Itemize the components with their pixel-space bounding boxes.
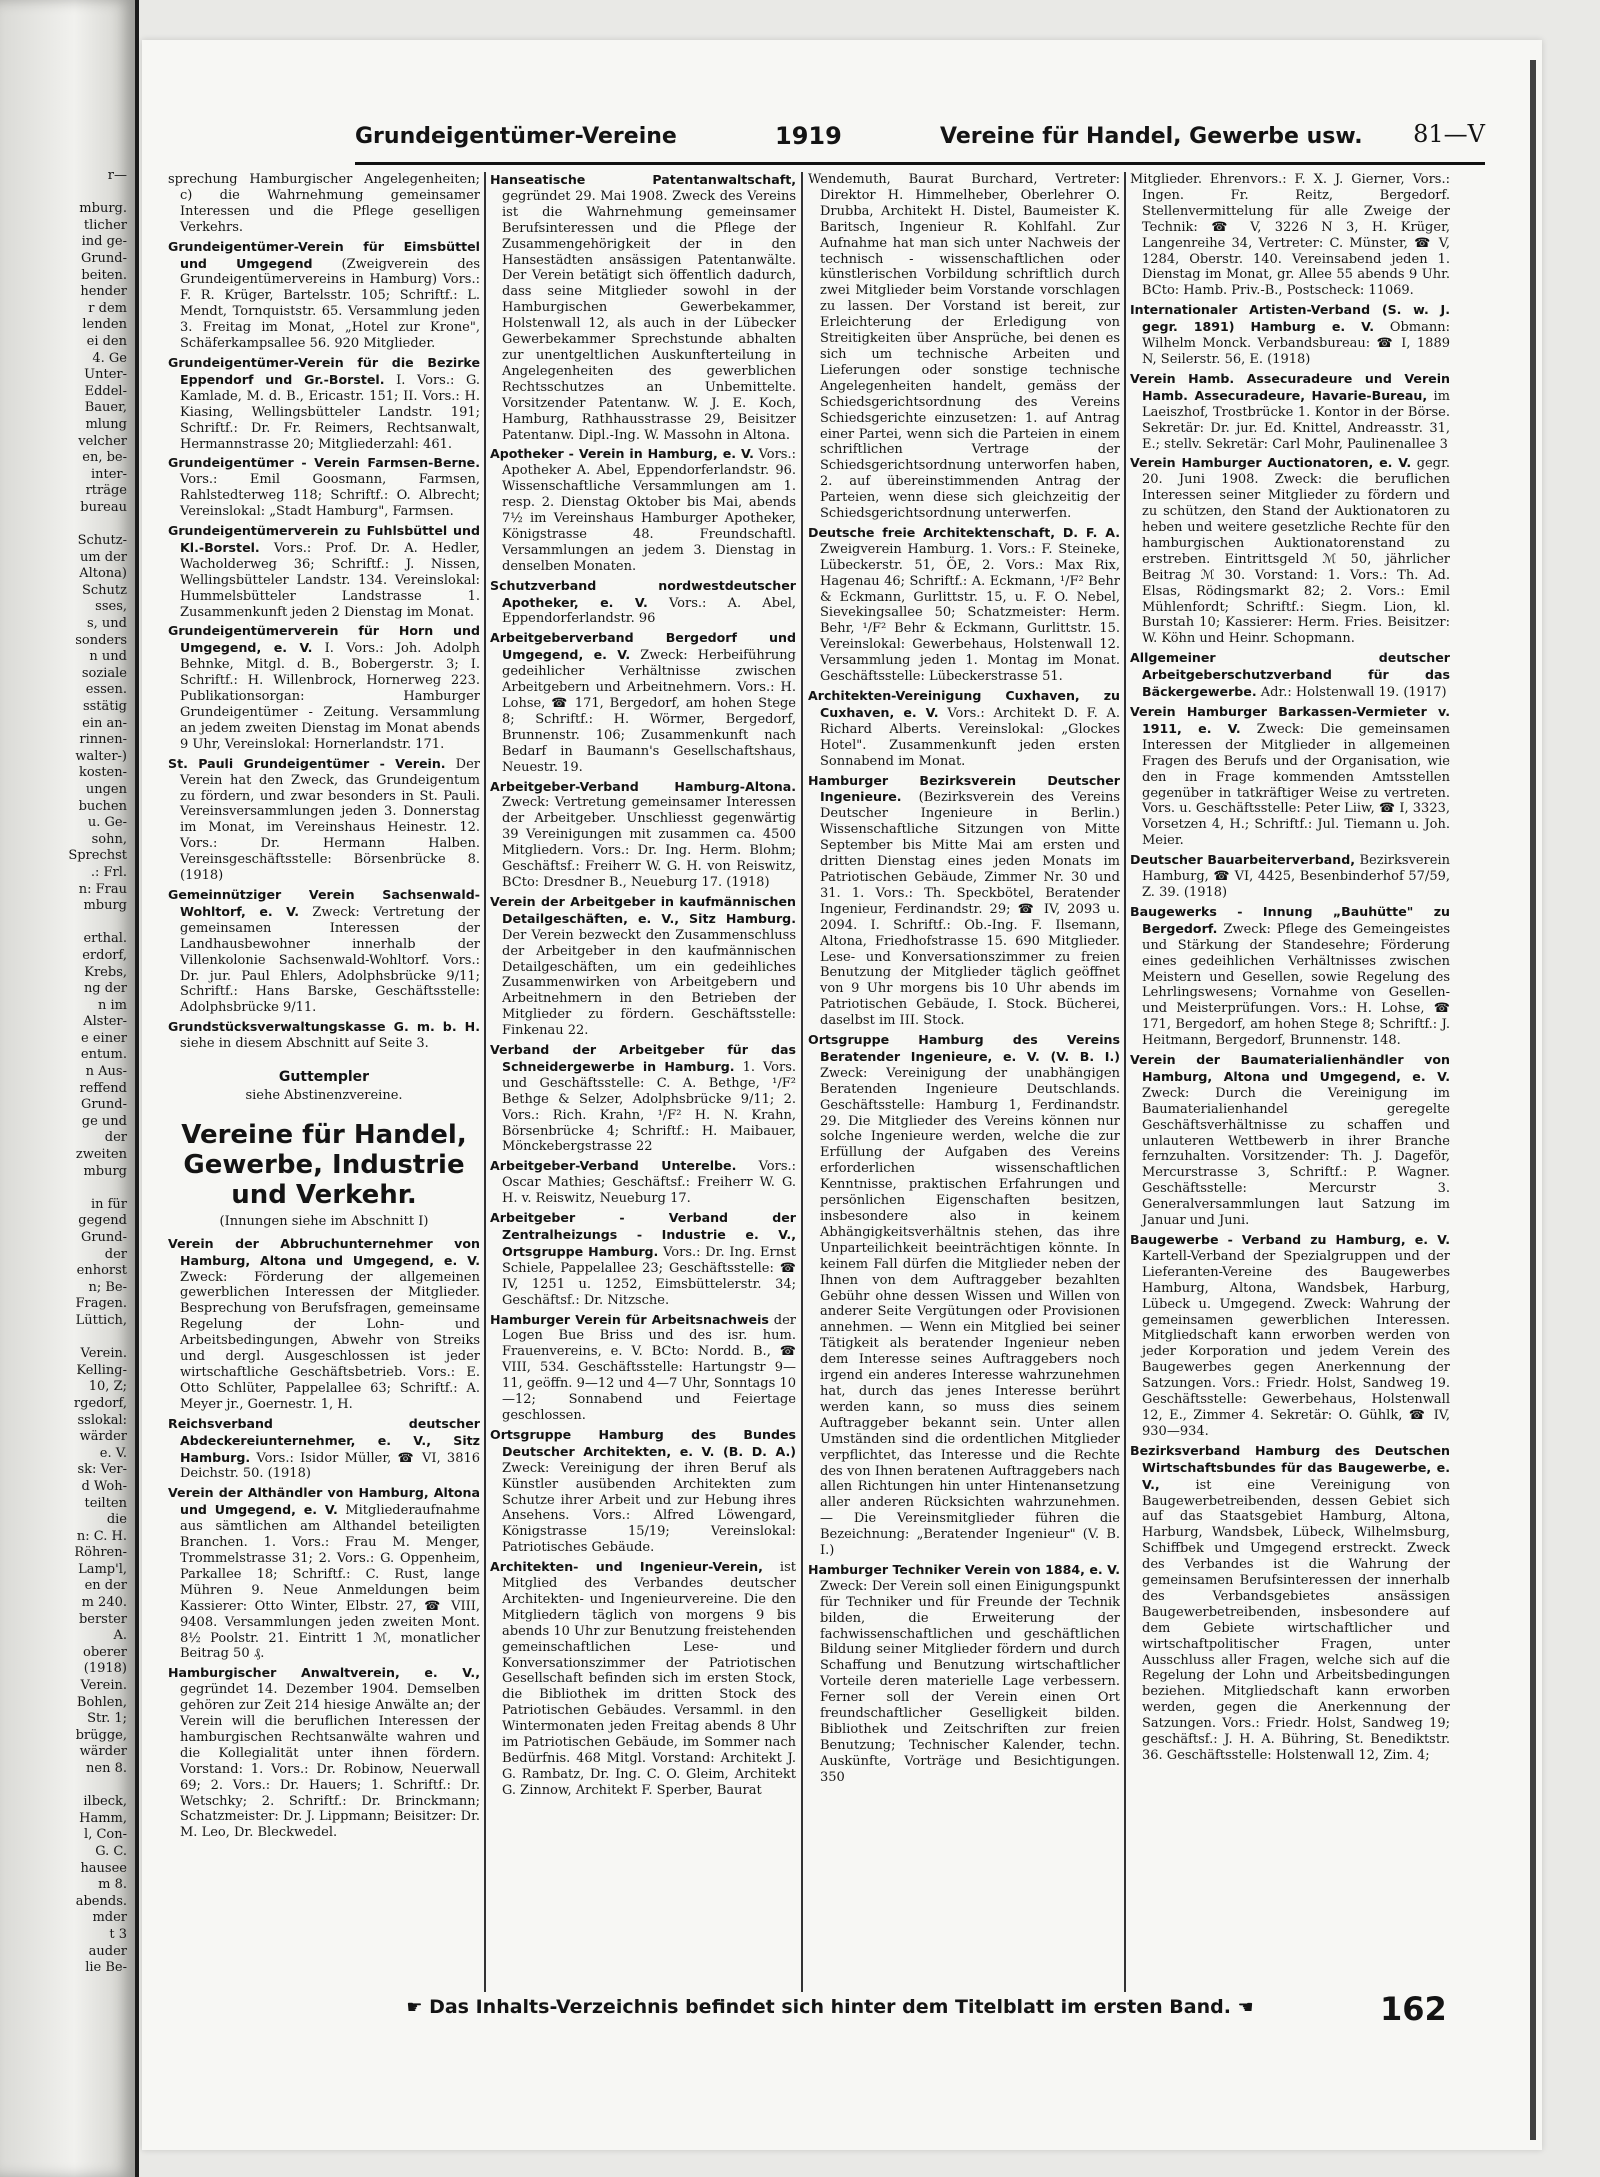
entry-text: Zweck: Vertretung gemeinsamer Interessen der Arbeitgeber. Unschliesst gegenwärtig 39 Vereinigungen mit zusammen ca. 4500 Mitgliedern. Vors.: Dr. Ing. Herm. Blohm; Geschäftsf.: Freiherr W. G. H. von Reiswitz, BCto: Dresdner B., Neueburg 17. (1918)	[502, 795, 796, 890]
entry-text: gegründet 29. Mai 1908. Zweck des Vereins ist die Wahrnehmung gemeinsamer Berufsinteressen und die Pflege der Zusammengehörigkeit der in den Hansestädten ansässigen Patentanwälte. Der Verein betätigt sich öffentlich dadurch, dass seine Mitglieder sowohl in der Hamburgischen Gewerbekammer, Holstenwall 12, als auch in der Lübecker Gewerbekammer Sprechstunde abhalten zur unentgeltlichen Auskunfterteilung in Angelegenheiten des gewerblichen Rechtsschutzes an Unbemittelte. Vorsitzender Patentanw. W. J. E. Koch, Hamburg, Rathhausstrasse 29, Beisitzer Patentanw. Dipl.-Ing. W. Massohn in Altona.	[502, 188, 796, 443]
entry-text: Kartell-Verband der Spezialgruppen und der Lieferanten-Vereine des Baugewerbes Hamburg, Altona, Wandsbek, Harburg, Lübeck u. Umgegend. Zweck: Wahrung der gemeinsamen gewerblichen Interessen. Mitgliedschaft kann erworben werden von jeder Korporation und jedem Verein des Baugewerbes gegen Anerkennung der Satzungen. Vors.: Friedr. Holst, Sandweg 19. Geschäftsstelle: Gewerbehaus, Holstenwall 12, E., Zimmer 4. Sekretär: O. Gühlk, ☎ IV, 930—934.	[1142, 1248, 1450, 1439]
entry-name: Apotheker - Verein in Hamburg, e. V.	[490, 446, 754, 462]
entry	[1130, 1232, 1450, 1440]
header-left-title: Grundeigentümer-Vereine	[355, 124, 677, 149]
entry	[1130, 704, 1450, 849]
entry-name: Grundeigentümerverein zu Fuhlsbüttel und Kl.-Borstel.	[168, 523, 480, 555]
column-rule	[801, 172, 803, 1992]
entry-name: Ortsgruppe Hamburg des Bundes Deutscher Architekten, e. V. (B. D. A.)	[490, 1426, 796, 1459]
entry-text: Vors.: Emil Goosmann, Farmsen, Rahlstedterweg 118; Schriftf.: O. Albrecht; Vereinslokal: „Stadt Hamburg", Farmsen.	[180, 472, 480, 520]
entry-name: Grundeigentümer-Verein für die Bezirke Eppendorf und Gr.-Borstel.	[168, 354, 480, 387]
column-1	[168, 172, 480, 1992]
entry-name: Internationaler Artisten-Verband (S. w. J. gegr. 1891) Hamburg e. V.	[1130, 302, 1450, 335]
header-right-title: Vereine für Handel, Gewerbe usw.	[940, 124, 1363, 149]
entry-name: Grundeigentümer - Verein Farmsen-Berne.	[168, 455, 480, 471]
folio-number: 162	[1380, 1990, 1447, 2028]
pointing-hand-left-icon: ☚	[1237, 1997, 1254, 2018]
entry	[808, 688, 1120, 770]
entry-name: Arbeitgeber-Verband Hamburg-Altona.	[490, 778, 796, 794]
entry-text: ist Mitglied des Verbandes deutscher Architekten- und Ingenieurvereine. Die den Mitgliedern täglich von morgens 9 bis abends 10 Uhr zur Benutzung freistehenden gemeinschaftlichen Lese- und Konversationszimmer der Patriotischen Gesellschaft befinden sich im ersten Stock, die Bibliothek im dritten Stock des Patriotischen Gebäudes. Versamml. in den Wintermonaten jeden Freitag abends 8 Uhr im Patriotischen Gebäude, im Sommer nach Bedürfnis. 468 Mitgl. Vorstand: Architekt J. G. Rambatz, Dr. Ing. C. O. Gleim, Architekt G. Zinnow, Architekt F. Sperber, Baurat	[502, 1560, 796, 1798]
entry-name: Deutscher Bauarbeiterverband,	[1130, 852, 1356, 868]
edge-text-fragments: r— mburg. tlicher ind ge- Grund- beiten. hender r dem lenden ei den 4. Ge Unter- Eddel- Bauer, mlung velcher en, be- inter- rträge bureau Schutz- um der Altona) Schutz sses, s, und sonders n und soziale essen. sstätig ein an- rinnen- walter-) kosten- ungen buchen u. Ge- sohn, Sprechst .: Frl. n: Frau mburg erthal. erdorf, Krebs, ng der n im Alster- e einer entum. n Aus- reffend Grund- ge und der zweiten mburg in für gegend Grund- der enhorst n; Be- Fragen. Lüttich, Verein. Kelling- 10, Z; rgedorf, sslokal: wärder e. V. sk: Ver- d Woh- teilten die n: C. H. Röhren- Lamp'l, en der m 240. berster A. oberer (1918) Verein. Bohlen, Str. 1; brügge, wärder nen 8. ilbeck, Hamm, l, Con- G. C. hausee m 8. abends. mder t 3 auder lie Be-	[68, 168, 127, 1976]
entry	[490, 172, 796, 443]
entry-text: Mitglieder. Ehrenvors.: F. X. J. Gierner, Vors.: Ingen. Fr. Reitz, Bergedorf. Stellenvermittelung für alle Zweige der Technik: ☎ V, 3226 N 3, H. Krüger, Langenreihe 34, Vertreter: C. Münster, ☎ V, 1284, Oberstr. 140. Vereinsabend jeden 1. Dienstag im Monat, gr. Allee 55 abends 9 Uhr. BCto: Hamb. Priv.-B., Postscheck: 11069.	[1130, 172, 1450, 299]
entry-text: Vors.: Apotheker A. Abel, Eppendorferlandstr. 96. Wissenschaftliche Versammlungen am 1. resp. 2. Dienstag Oktober bis Mai, abends 7½ im Vereinshaus Hamburger Apotheker, Königstrasse 48. Freundschaftl. Versammlungen an jedem 3. Dienstag in denselben Monaten.	[502, 447, 796, 574]
entry	[1130, 455, 1450, 647]
entry	[1130, 302, 1450, 368]
entry-name: Verein der Abbruchunternehmer von Hamburg, Altona und Umgegend, e. V.	[168, 1235, 480, 1268]
entry-name: Schutzverband nordwestdeutscher Apotheker, e. V.	[490, 577, 796, 610]
entry-text: Zweck: Pflege des Gemeingeistes und Stärkung der Standesehre; Förderung eines gedeihlichen Verhältnisses zwischen Meistern und Gesellen, sowie Regelung des Lehrlingswesens; Vornahme von Gesellen- und Meisterprüfungen. Vors.: H. Lohse, ☎ 171, Bergedorf, am hohen Stege 8; Schriftf.: J. Heitmann, Bergedorf, Brunnenstr. 148.	[1142, 921, 1450, 1049]
column-4	[1130, 172, 1450, 1992]
footer-notice	[320, 1996, 1340, 2026]
entry-name: Grundeigentümerverein für Horn und Umgegend, e. V.	[168, 623, 480, 656]
guttempler-heading: Guttempler	[278, 1069, 370, 1086]
entry	[168, 887, 480, 1016]
entry-name: Verein Hamburger Auctionatoren, e. V.	[1130, 455, 1412, 471]
entry-text: Zweck: Vereinigung der unabhängigen Beratenden Ingenieure Deutschlands. Geschäftsstelle: Hamburg 1, Ferdinandstr. 29. Die Mitglieder des Vereins können nur solche Ingenieure werden, welche die zur Erfüllung der Aufgaben des Vereins erforderlichen wissenschaftlichen Kenntnisse, praktischen Erfahrungen und persönlichen Eigenschaften besitzen, insbesondere also in keinem Abhängigkeitsverhältnis stehen, das ihre Unparteilichkeit beeinträchtigen könnte. In keinem Fall dürfen die Mitglieder neben der Ihnen von dem Auftraggeber bezahlten Gebühr ohne dessen Wissen und Willen von anderer Seite Vergütungen oder Provisionen annehmen. — Wenn ein Mitglied bei seiner Tätigkeit als beratender Ingenieur neben dem Interesse seines Auftraggebers noch irgend ein anderes Interesse wahrzunehmen hat, durch das jenes Interesse berührt werden kann, so muss dies seinem Auftraggeber bekannt sein. Unter allen Umständen sind die ordentlichen Mitglieder verpflichtet, das Interesse und die Rechte des von Ihnen beratenen Auftraggebers nach allen Richtungen hin unter Hintenansetzung aller anderen Rücksichten wahrzunehmen. — Die Vereinsmitglieder führen die Bezeichnung: „Beratender Ingenieur" (V. B. I.)	[820, 1065, 1120, 1559]
entry-name: Arbeitgeber - Verband der Zentralheizungs - Industrie e. V., Ortsgruppe Hamburg.	[490, 1210, 796, 1259]
section-title: Vereine für Handel, Gewerbe, Industrie und Verkehr.	[181, 1119, 467, 1210]
entry-text: Der Verein hat den Zweck, das Grundeigentum zu fördern, und zwar besonders in St. Pauli. Vereinsversammlungen jeden 3. Donnerstag im Monat, im Vereinshaus Heinestr. 12. Vors.: Dr. Hermann Halben. Vereinsgeschäftsstelle: Börsenbrücke 8. (1918)	[180, 756, 480, 884]
entry-text: Wendemuth, Baurat Burchard, Vertreter: Direktor H. Himmelheber, Oberlehrer O. Drubba, Architekt H. Distel, Baumeister K. Baritsch, Ingenieur R. Kohlfahl. Zur Aufnahme hat man sich unter Nachweis der technisch - wissenschaftlichen oder künstlerischen Vorbildung schriftlich durch zwei Mitglieder beim Vorstande vorschlagen zu lassen. Der Vorstand ist bereit, zur Erleichterung der Erledigung von Streitigkeiten über Ansprüche, bei denen es sich um technische Arbeiten und Lieferungen oder sonstige technische Angelegenheiten handelt, gemäss der Schiedsgerichtsordnung des Vereins Schiedsgerichte einzusetzen: 1. auf Antrag einer Partei, wenn sich die Parteien in einem schriftlichen Vertrage der Schiedsgerichtsordnung unterworfen haben, 2. auf übereinstimmenden Antrag der Parteien, wenn diese sich gleichzeitig der Schiedsgerichtsordnung unterwerfen.	[808, 172, 1120, 522]
entry-name: Baugewerks - Innung „Bauhütte" zu Bergedorf.	[1130, 903, 1450, 936]
entry-text: sprechung Hamburgischer Angelegenheiten; c) die Wahrnehmung gemeinsamer Interessen und die Pflege geselligen Verkehrs.	[168, 172, 480, 235]
header-page-number: 81—V	[1413, 120, 1485, 148]
entry-text: I. Vors.: Joh. Adolph Behnke, Mitgl. d. B., Bobergerstr. 3; I. Schriftf.: H. Willenbrock, Hornerweg 223. Publikationsorgan: Hamburger Grundeigentümer - Zeitung. Versammlung an jedem zweiten Dienstag im Monat abends 9 Uhr, Vereinslokal: Hornerlandstr. 171.	[180, 641, 480, 752]
entry-name: Architekten- und Ingenieur-Verein,	[490, 1559, 763, 1575]
entry-text: Bezirksverein Hamburg, ☎ VI, 4425, Besenbinderhof 57/59, Z. 39. (1918)	[1142, 853, 1450, 900]
entry	[168, 1665, 480, 1841]
entry-text: gegr. 20. Juni 1908. Zweck: die beruflichen Interessen seiner Mitglieder zu fördern und zu schützen, den Stand der Auktionatoren zu heben und weitere gesetzliche Rechte für den hamburgischen Auktionatorenstand zu erstreben. Eintrittsgeld ℳ 50, jährlicher Beitrag ℳ 30. Vorstand: 1. Vors.: Th. Ad. Elsas, Rödingsmarkt 82; 2. Vors.: Emil Mühlenfordt; Schriftf.: Siegm. Lion, kl. Burstah 10; Kassierer: Herm. Fries. Beisitzer: W. Köhn und Heinr. Schopmann.	[1142, 456, 1450, 647]
entry	[808, 1032, 1120, 1559]
entry-text: Zweck: Förderung der allgemeinen gewerblichen Interessen der Mitglieder. Besprechung von Berufsfragen, gemeinsame Regelung der Lohn- und Arbeitsbedingungen, Abwehr von Streiks und dergl. Ausgeschlossen ist jeder wirtschaftliche Geschäftsbetrieb. Vors.: E. Otto Schlüter, Pappelallee 63; Schriftf.: A. Meyer jr., Goernestr. 1, H.	[180, 1269, 480, 1412]
entry-name: Hanseatische Patentanwaltschaft,	[490, 172, 796, 187]
entry-text: im Laeiszhof, Trostbrücke 1. Kontor in der Börse. Sekretär: Dr. jur. Ed. Knittel, Andreasstr. 31, E.; stellv. Sekretär: Carl Mohr, Paulinenallee 3	[1142, 388, 1450, 452]
guttempler-note: siehe Abstinenzvereine.	[245, 1087, 403, 1103]
entry-name: St. Pauli Grundeigentümer - Verein.	[168, 755, 446, 771]
entry-name: Arbeitgeberverband Bergedorf und Umgegend, e. V.	[490, 630, 796, 663]
entry-text: Zweck: Vereinigung der ihren Beruf als Künstler ausübenden Architekten zum Schutze ihrer Arbeit und zur Hebung ihres Ansehens. Vors.: Alfred Löwengard, Königstrasse 15/19; Vereinslokal: Patriotisches Gebäude.	[502, 1460, 796, 1556]
running-header	[355, 118, 1485, 165]
entry	[490, 779, 796, 891]
entry	[168, 756, 480, 884]
entry-name: Arbeitgeber-Verband Unterelbe.	[490, 1158, 737, 1174]
entry	[1130, 172, 1450, 299]
entry-text: Zweigverein Hamburg. 1. Vors.: F. Steineke, Lübeckerstr. 51, ÖE, 2. Vors.: Max Rix, Hagenau 46; Schriftf.: A. Eckmann, ¹/F² Behr & Eckmann, Gurlittstr. 15, u. F. O. Nebel, Sievekingsallee 50; Schatzmeister: Herm. Behr, ¹/F² Behr & Eckmann, Gurlittstr. 15. Vereinslokal: Gewerbehaus, Holstenwall 12. Versammlung jeden 1. Montag im Monat. Geschäftsstelle: Lübeckerstrasse 51.	[820, 541, 1120, 685]
entry-text: Obmann: Wilhelm Monck. Verbandsbureau: ☎ I, 1889 N, Seilerstr. 56, E. (1918)	[1142, 320, 1450, 367]
entry	[1130, 852, 1450, 901]
entry-text: (Bezirksverein des Vereins Deutscher Ingenieure in Berlin.) Wissenschaftliche Sitzungen von Mitte September bis Mitte Mai am ersten und dritten Dienstag eines jeden Monats im Patriotischen Gebäude, Zimmer Nr. 30 und 31. 1. Vors.: Th. Speckbötel, Beratender Ingenieur, Ferdinandstr. 29; ☎ IV, 2093 u. 2094. I. Schriftf.: Ob.-Ing. F. Ilsemann, Altona, Friedhofstrasse 15. 690 Mitglieder. Lese- und Konversationszimmer zu freien Benutzung der Mitglieder täglich geöffnet von 9 Uhr morgens bis 10 Uhr abends im Patriotischen Gebäude, I. Stock. Bücherei, daselbst im III. Stock.	[820, 790, 1120, 1029]
entry-name: Allgemeiner deutscher Arbeitgeberschutzverband für das Bäckergewerbe.	[1130, 650, 1450, 700]
previous-page-edge	[0, 0, 139, 2177]
entry-name: Baugewerbe - Verband zu Hamburg, e. V.	[1130, 1232, 1450, 1247]
entry	[168, 455, 480, 520]
entry-text: Der Verein bezweckt den Zusammenschluss der Arbeitgeber in den kaufmännischen Detailgeschäften, um ein gedeihliches Zusammenwirken von Arbeitgebern und Arbeitnehmern in den Betrieben der Mitglieder zu fördern. Geschäftsstelle: Finkenau 22.	[502, 927, 796, 1039]
entry	[1130, 1443, 1450, 1764]
entry	[168, 623, 480, 752]
entry	[490, 1427, 796, 1556]
entry-text: ist eine Vereinigung von Baugewerbetreibenden, dessen Gebiet sich auf das Staatsgebiet Hamburg, Altona, Harburg, Wandsbek, Lübeck, Wilhelmsburg, Schiffbek und Umgegend erstreckt. Zweck des Verbandes ist die Wahrung der gemeinsamen Berufsinteressen der innerhalb des Verbandsgebietes ansässigen Baugewerbetreibenden, insbesondere auf dem Gebiete wirtschaftlicher und wirtschaftpolitischer Fragen, unter Ausschluss aller Fragen, welche sich auf die Regelung der Lohn und Arbeitsbedingungen beziehen. Mitgliedschaft kann erworben werden, gegen die Anerkennung der Satzungen. Vors.: Friedr. Holst, Sandweg 19; geschäftsf.: J. H. A. Bühring, St. Benediktstr. 36. Geschäftsstelle: Holstenwall 12, Zim. 4;	[1142, 1477, 1450, 1763]
entry-name: Deutsche freie Architektenschaft, D. F. A.	[808, 524, 1120, 540]
entry-text: Vors.: Prof. Dr. A. Hedler, Wacholderweg 36; Schriftf.: J. Nissen, Wellingsbütteler Landstr. 134. Vereinslokal: Hummelsbütteler Landstrasse 1. Zusammenkunft jeden 2 Dienstag im Monat.	[180, 540, 480, 620]
entry	[168, 523, 480, 620]
entry-text: Mitgliederaufnahme aus sämtlichen am Althandel beteiligten Branchen. 1. Vors.: Frau M. Menger, Trommelstrasse 31; 2. Vors.: G. Oppenheim, Parkallee 18; Schriftf.: C. Rust, lange Mühren 9. Neue Anmeldungen beim Kassierer: Otto Winter, Elbstr. 27, ☎ VIII, 9408. Versammlungen jeden zweiten Mont. 8½ Poolstr. 21. Eintritt 1 ℳ, monatlicher Beitrag 50 ₰.	[180, 1503, 480, 1662]
entry-text: Zweck: Die gemeinsamen Interessen der Mitglieder in allgemeinen Fragen des Berufs und der Organisation, wie den in Frage kommenden Amtsstellen gegenüber in tatkräftiger Weise zu vertreten. Vors. u. Geschäftsstelle: Peter Liiw, ☎ I, 3323, Vorsetzen 4, H.; Schriftf.: Jul. Tiemann u. Joh. Meier.	[1142, 721, 1450, 849]
entry-name: Architekten-Vereinigung Cuxhaven, zu Cuxhaven, e. V.	[808, 688, 1120, 720]
entry-name: Verein Hamb. Assecuradeure und Verein Hamb. Assecuradeure, Havarie-Bureau,	[1130, 370, 1450, 403]
entry	[808, 525, 1120, 685]
entry-name: Hamburger Bezirksverein Deutscher Ingenieure.	[808, 772, 1120, 805]
entry	[490, 446, 796, 574]
pointing-hand-right-icon: ☛	[406, 1997, 423, 2018]
section-note: (Innungen siehe im Abschnitt I)	[219, 1213, 429, 1229]
entry	[808, 172, 1120, 522]
entry	[490, 1042, 796, 1155]
entry-text: 1. Vors. und Geschäftsstelle: C. A. Bethge, ¹/F² Bethge & Selzer, Adolphsbrücke 9/11; 2. Vors.: Rich. Krahn, ¹/F² H. N. Krahn, Börsenbrücke 4; Schriftf.: H. Maibauer, Mönckebergstrasse 22	[502, 1059, 796, 1155]
entry	[490, 630, 796, 775]
entry-text: Zweck: Vertretung der gemeinsamen Interessen der Landhausbewohner innerhalb der Villenkolonie Sachsenwald-Wohltorf. Vors.: Dr. jur. Paul Ehlers, Adolphsbrücke 9/11; Schriftf.: Hans Barske, Geschäftsstelle: Adolphsbrücke 9/11.	[180, 904, 480, 1016]
entry-text: der Logen Bue Briss und des isr. hum. Frauenvereins, e. V. BCto: Nordd. B., ☎ VIII, 534. Geschäftsstelle: Hartungstr 9—11, geöffn. 9—12 und 4—7 Uhr, Sonntags 10—12; Sonnabend und Feiertage geschlossen.	[502, 1312, 796, 1423]
entry-text: Zweck: Herbeiführung gedeihlicher Verhältnisse zwischen Arbeitgebern und Arbeitnehmern. Vors.: H. Lohse, ☎ 171, Bergedorf, am hohen Stege 8; Schriftf.: H. Wörmer, Bergedorf, Brunnenstr. 106; Zusammenkunft nach Bedarf in Baumann's Gesellschaftshaus, Neuestr. 19.	[502, 648, 796, 775]
entry-text: Zweck: Durch die Vereinigung im Baumaterialienhandel geregelte Geschäftsverhältnisse zu schaffen und unlauteren Wettbewerb in ihrer Branche fernzuhalten. Vorsitzender: Th. J. Dageför, Mercurstrasse 3, Schriftf.: P. Wagner. Geschäftsstelle: Mercurstr 3. Generalversammlungen laut Satzung im Januar und Juni.	[1142, 1085, 1450, 1229]
entry	[1130, 1052, 1450, 1229]
entry-text: Adr.: Holstenwall 19. (1917)	[1260, 685, 1447, 701]
entry	[490, 894, 796, 1039]
entry	[808, 773, 1120, 1030]
entry	[168, 1236, 480, 1413]
entry-name: Reichsverband deutscher Abdeckereiunternehmer, e. V., Sitz Hamburg.	[168, 1415, 480, 1465]
entry-text: Vors.: A. Abel, Eppendorferlandstr. 96	[502, 595, 796, 627]
entry	[1130, 650, 1450, 701]
header-year: 1919	[775, 122, 842, 150]
entry-name: Hamburgischer Anwaltverein, e. V.,	[168, 1665, 480, 1681]
entry	[168, 239, 480, 352]
entry-text: (Zweigverein des Grundeigentümervereins in Hamburg) Vors.: F. R. Krüger, Bartelsstr. 105; Schriftf.: L. Mendt, Tornquiststr. 65. Versammlung jeden 3. Freitag im Monat, „Hotel zur Krone", Schäferkampsallee 56. 920 Mitglieder.	[180, 256, 480, 352]
entry	[168, 355, 480, 452]
entry-name: Hamburger Verein für Arbeitsnachweis	[490, 1311, 769, 1327]
entry-text: Vors.: Isidor Müller, ☎ VI, 3816 Deichstr. 50. (1918)	[180, 1450, 480, 1482]
entry-name: Verein der Althändler von Hamburg, Altona und Umgegend, e. V.	[168, 1485, 480, 1518]
entry-name: Gemeinnütziger Verein Sachsenwald-Wohltorf, e. V.	[168, 886, 480, 919]
entry	[490, 1312, 796, 1424]
entry-name: Grundstücksverwaltungskasse G. m. b. H.	[168, 1019, 480, 1035]
entry	[1130, 904, 1450, 1049]
entry	[168, 172, 480, 236]
entry-text: I. Vors.: G. Kamlade, M. d. B., Ericastr. 151; II. Vors.: H. Kiasing, Wellingsbütteler Landstr. 191; Schriftf.: Dr. Fr. Reimers, Rechtsanwalt, Hermannstrasse 20; Mitgliederzahl: 461.	[180, 372, 480, 452]
entry	[168, 1019, 480, 1052]
entry	[490, 1559, 796, 1799]
footer-notice-text: Das Inhalts-Verzeichnis befindet sich hinter dem Titelblatt im ersten Band.	[429, 1996, 1231, 2018]
entry-name: Bezirksverband Hamburg des Deutschen Wirtschaftsbundes für das Baugewerbe, e. V.,	[1130, 1442, 1450, 1492]
column-3	[808, 172, 1120, 1992]
column-rule	[1124, 172, 1126, 1992]
entry-name: Verein der Baumaterialienhändler von Hamburg, Altona und Umgegend, e. V.	[1130, 1052, 1450, 1084]
column-rule	[484, 172, 486, 1992]
entry	[168, 1416, 480, 1483]
entry	[808, 1562, 1120, 1786]
entry-name: Verband der Arbeitgeber für das Schneidergewerbe in Hamburg.	[490, 1042, 796, 1074]
entry-text: Vors.: Architekt D. F. A. Richard Alberts. Vereinslokal: „Glockes Hotel". Zusammenkunft jeden ersten Sonnabend im Monat.	[820, 705, 1120, 769]
entry	[490, 1158, 796, 1207]
entry-name: Ortsgruppe Hamburg des Vereins Beratender Ingenieure, e. V. (V. B. I.)	[808, 1032, 1120, 1064]
entry-name: Verein der Arbeitgeber in kaufmännischen Detailgeschäften, e. V., Sitz Hamburg.	[490, 893, 796, 926]
entry-name: Hamburger Techniker Verein von 1884, e. V.	[808, 1561, 1120, 1577]
right-page-border	[1530, 60, 1536, 2140]
entry	[168, 1485, 480, 1662]
entry-text: Zweck: Der Verein soll einen Einigungspunkt für Techniker und für Freunde der Technik bilden, die Erweiterung der fachwissenschaftlichen und geschäftlichen Bildung seiner Mitglieder fördern und durch Schaffung und Benutzung wirtschaftlicher Vorteile deren materielle Lage verbessern. Ferner soll der Verein einen Ort freundschaftlicher Geselligkeit bilden. Bibliothek und Zeitschriften zur freien Benutzung; Technischer Kalender, techn. Auskünfte, Vorträge und Besichtigungen. 350	[820, 1578, 1120, 1785]
entry	[490, 1210, 796, 1308]
entry-text: gegründet 14. Dezember 1904. Demselben gehören zur Zeit 214 hiesige Anwälte an; der Verein will die beruflichen Interessen der hamburgischen Rechtsanwälte wahren und die Kollegialität unter ihnen fördern. Vorstand: 1. Vors.: Dr. Robinow, Neuerwall 69; 2. Vors.: Dr. Hauers; 1. Schriftf.: Dr. Wetschky; 2. Schriftf.: Dr. Brinckmann; Schatzmeister: Dr. J. Lippmann; Beisitzer: Dr. M. Leo, Dr. Bleckwedel.	[180, 1682, 480, 1841]
entry-name: Grundeigentümer-Verein für Eimsbüttel und Umgegend	[168, 238, 480, 271]
entry-text: siehe in diesem Abschnitt auf Seite 3.	[180, 1036, 429, 1052]
entry	[490, 578, 796, 628]
entry-text: Vors.: Oscar Mathies; Geschäftsf.: Freiherr W. G. H. v. Reiswitz, Neueburg 17.	[502, 1159, 796, 1207]
entry	[1130, 371, 1450, 453]
entry-name: Verein Hamburger Barkassen-Vermieter v. 1911, e. V.	[1130, 704, 1450, 736]
entry-text: Vors.: Dr. Ing. Ernst Schiele, Pappelallee 23; Geschäftsstelle: ☎ IV, 1251 u. 1252, Eimsbüttelerstr. 34; Geschäftsf.: Dr. Nitzsche.	[502, 1244, 796, 1308]
column-2	[490, 172, 796, 1992]
